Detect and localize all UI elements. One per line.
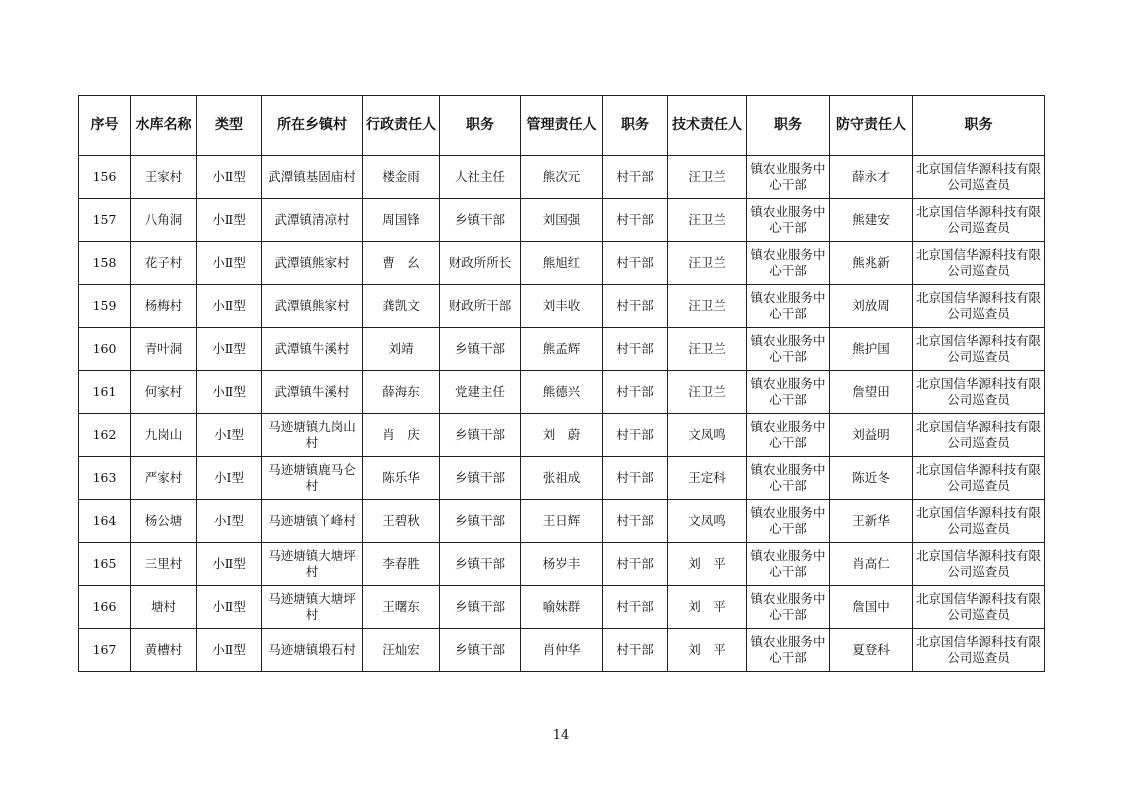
cell-manage-title: 村干部 [603,543,668,586]
table-row [79,199,1045,242]
cell-admin-person: 曹 幺 [363,242,440,285]
header-manage-title: 职务 [603,96,668,156]
cell-admin-title: 乡镇干部 [440,543,521,586]
cell-tech-person: 刘 平 [668,629,747,672]
cell-admin-title: 乡镇干部 [440,629,521,672]
cell-manage-person: 刘丰收 [521,285,603,328]
cell-location: 马迹塘镇丫峰村 [262,500,363,543]
cell-seq: 167 [79,629,131,672]
cell-defense-person: 肖高仁 [830,543,913,586]
cell-admin-title: 党建主任 [440,371,521,414]
cell-seq: 161 [79,371,131,414]
table-row [79,457,1045,500]
cell-tech-title: 镇农业服务中心干部 [747,543,830,586]
cell-defense-title: 北京国信华源科技有限公司巡查员 [913,586,1045,629]
cell-seq: 163 [79,457,131,500]
cell-defense-title: 北京国信华源科技有限公司巡查员 [913,371,1045,414]
cell-admin-person: 楼金雨 [363,156,440,199]
cell-seq: 165 [79,543,131,586]
cell-defense-title: 北京国信华源科技有限公司巡查员 [913,199,1045,242]
cell-admin-title: 乡镇干部 [440,586,521,629]
cell-manage-person: 喻妹群 [521,586,603,629]
cell-admin-title: 乡镇干部 [440,414,521,457]
cell-type: 小Ⅱ型 [197,629,262,672]
cell-admin-person: 王碧秋 [363,500,440,543]
cell-manage-person: 熊次元 [521,156,603,199]
cell-manage-title: 村干部 [603,156,668,199]
cell-manage-title: 村干部 [603,285,668,328]
cell-tech-title: 镇农业服务中心干部 [747,500,830,543]
cell-reservoir-name: 花子村 [131,242,197,285]
cell-reservoir-name: 何家村 [131,371,197,414]
header-seq: 序号 [79,96,131,156]
header-location: 所在乡镇村 [262,96,363,156]
cell-manage-title: 村干部 [603,457,668,500]
cell-defense-title: 北京国信华源科技有限公司巡查员 [913,500,1045,543]
cell-tech-person: 文凤鸣 [668,500,747,543]
cell-seq: 158 [79,242,131,285]
header-defense-title: 职务 [913,96,1045,156]
cell-defense-person: 熊兆新 [830,242,913,285]
table-row [79,285,1045,328]
header-reservoir-name: 水库名称 [131,96,197,156]
cell-manage-person: 熊孟辉 [521,328,603,371]
cell-seq: 157 [79,199,131,242]
cell-tech-person: 汪卫兰 [668,242,747,285]
cell-type: 小Ⅱ型 [197,328,262,371]
cell-tech-title: 镇农业服务中心干部 [747,328,830,371]
cell-type: 小Ⅱ型 [197,543,262,586]
cell-location: 马迹塘镇九岗山村 [262,414,363,457]
cell-manage-title: 村干部 [603,629,668,672]
cell-admin-person: 刘靖 [363,328,440,371]
cell-admin-person: 陈乐华 [363,457,440,500]
cell-tech-person: 文凤鸣 [668,414,747,457]
cell-admin-person: 薛海东 [363,371,440,414]
cell-tech-person: 汪卫兰 [668,328,747,371]
cell-tech-title: 镇农业服务中心干部 [747,242,830,285]
cell-reservoir-name: 塘村 [131,586,197,629]
cell-defense-person: 夏登科 [830,629,913,672]
cell-reservoir-name: 三里村 [131,543,197,586]
cell-location: 武潭镇清凉村 [262,199,363,242]
cell-manage-title: 村干部 [603,328,668,371]
cell-manage-title: 村干部 [603,500,668,543]
reservoir-responsibility-table-container [78,95,1044,672]
cell-tech-title: 镇农业服务中心干部 [747,586,830,629]
page-number: 14 [552,728,570,743]
cell-type: 小Ⅱ型 [197,285,262,328]
cell-seq: 159 [79,285,131,328]
cell-tech-person: 刘 平 [668,586,747,629]
cell-seq: 160 [79,328,131,371]
cell-manage-person: 杨岁丰 [521,543,603,586]
table-row [79,629,1045,672]
table-body [79,156,1045,672]
cell-type: 小Ⅰ型 [197,457,262,500]
cell-defense-title: 北京国信华源科技有限公司巡查员 [913,328,1045,371]
cell-reservoir-name: 王家村 [131,156,197,199]
cell-admin-person: 肖 庆 [363,414,440,457]
header-admin-person: 行政责任人 [363,96,440,156]
header-tech-title: 职务 [747,96,830,156]
cell-manage-person: 熊德兴 [521,371,603,414]
cell-defense-person: 王新华 [830,500,913,543]
cell-location: 武潭镇牛溪村 [262,328,363,371]
cell-defense-title: 北京国信华源科技有限公司巡查员 [913,156,1045,199]
cell-type: 小Ⅱ型 [197,371,262,414]
table-row [79,371,1045,414]
cell-location: 武潭镇基固庙村 [262,156,363,199]
cell-defense-title: 北京国信华源科技有限公司巡查员 [913,242,1045,285]
cell-admin-title: 乡镇干部 [440,457,521,500]
cell-tech-title: 镇农业服务中心干部 [747,371,830,414]
header-type: 类型 [197,96,262,156]
header-defense-person: 防守责任人 [830,96,913,156]
cell-type: 小Ⅰ型 [197,500,262,543]
cell-seq: 164 [79,500,131,543]
cell-admin-person: 王曙东 [363,586,440,629]
cell-manage-title: 村干部 [603,586,668,629]
cell-location: 马迹塘镇鹿马仑村 [262,457,363,500]
cell-location: 马迹塘镇塅石村 [262,629,363,672]
cell-defense-person: 詹望田 [830,371,913,414]
cell-tech-person: 汪卫兰 [668,199,747,242]
cell-manage-person: 刘国强 [521,199,603,242]
cell-reservoir-name: 八角洞 [131,199,197,242]
cell-manage-title: 村干部 [603,414,668,457]
cell-defense-person: 刘益明 [830,414,913,457]
cell-defense-title: 北京国信华源科技有限公司巡查员 [913,543,1045,586]
cell-admin-title: 财政所所长 [440,242,521,285]
cell-defense-title: 北京国信华源科技有限公司巡查员 [913,457,1045,500]
cell-location: 马迹塘镇大塘坪村 [262,543,363,586]
table-row [79,543,1045,586]
cell-defense-title: 北京国信华源科技有限公司巡查员 [913,629,1045,672]
cell-tech-title: 镇农业服务中心干部 [747,629,830,672]
cell-location: 武潭镇牛溪村 [262,371,363,414]
header-tech-person: 技术责任人 [668,96,747,156]
table-row [79,242,1045,285]
cell-location: 马迹塘镇大塘坪村 [262,586,363,629]
cell-manage-title: 村干部 [603,199,668,242]
cell-admin-person: 周国锋 [363,199,440,242]
cell-manage-person: 张祖成 [521,457,603,500]
cell-manage-person: 肖仲华 [521,629,603,672]
cell-admin-title: 财政所干部 [440,285,521,328]
cell-reservoir-name: 黄槽村 [131,629,197,672]
cell-tech-person: 刘 平 [668,543,747,586]
cell-tech-title: 镇农业服务中心干部 [747,285,830,328]
cell-manage-title: 村干部 [603,371,668,414]
cell-reservoir-name: 严家村 [131,457,197,500]
cell-defense-person: 刘放周 [830,285,913,328]
cell-defense-title: 北京国信华源科技有限公司巡查员 [913,414,1045,457]
cell-defense-person: 陈近冬 [830,457,913,500]
cell-admin-title: 人社主任 [440,156,521,199]
cell-defense-person: 熊护国 [830,328,913,371]
cell-defense-person: 薛永才 [830,156,913,199]
cell-tech-person: 王定科 [668,457,747,500]
cell-manage-person: 刘 蔚 [521,414,603,457]
cell-admin-person: 汪灿宏 [363,629,440,672]
cell-tech-title: 镇农业服务中心干部 [747,414,830,457]
cell-manage-title: 村干部 [603,242,668,285]
table-row [79,414,1045,457]
cell-tech-person: 汪卫兰 [668,371,747,414]
cell-type: 小Ⅱ型 [197,199,262,242]
cell-manage-person: 熊旭红 [521,242,603,285]
cell-seq: 166 [79,586,131,629]
cell-tech-person: 汪卫兰 [668,285,747,328]
cell-seq: 162 [79,414,131,457]
cell-type: 小Ⅱ型 [197,586,262,629]
cell-admin-title: 乡镇干部 [440,328,521,371]
cell-location: 武潭镇熊家村 [262,242,363,285]
table-header [79,96,1045,156]
header-row [79,96,1045,156]
reservoir-responsibility-table [78,95,1045,672]
cell-defense-person: 詹国中 [830,586,913,629]
cell-tech-person: 汪卫兰 [668,156,747,199]
cell-tech-title: 镇农业服务中心干部 [747,156,830,199]
cell-reservoir-name: 杨梅村 [131,285,197,328]
cell-manage-person: 王日辉 [521,500,603,543]
table-row [79,328,1045,371]
cell-type: 小Ⅰ型 [197,414,262,457]
header-manage-person: 管理责任人 [521,96,603,156]
cell-admin-title: 乡镇干部 [440,199,521,242]
cell-defense-title: 北京国信华源科技有限公司巡查员 [913,285,1045,328]
table-row [79,586,1045,629]
cell-location: 武潭镇熊家村 [262,285,363,328]
cell-reservoir-name: 九岗山 [131,414,197,457]
cell-tech-title: 镇农业服务中心干部 [747,199,830,242]
cell-seq: 156 [79,156,131,199]
header-admin-title: 职务 [440,96,521,156]
cell-admin-person: 李春胜 [363,543,440,586]
cell-admin-title: 乡镇干部 [440,500,521,543]
cell-type: 小Ⅱ型 [197,242,262,285]
table-row [79,156,1045,199]
cell-reservoir-name: 青叶洞 [131,328,197,371]
cell-tech-title: 镇农业服务中心干部 [747,457,830,500]
table-row [79,500,1045,543]
cell-reservoir-name: 杨公塘 [131,500,197,543]
cell-defense-person: 熊建安 [830,199,913,242]
cell-type: 小Ⅱ型 [197,156,262,199]
cell-admin-person: 龚凯文 [363,285,440,328]
